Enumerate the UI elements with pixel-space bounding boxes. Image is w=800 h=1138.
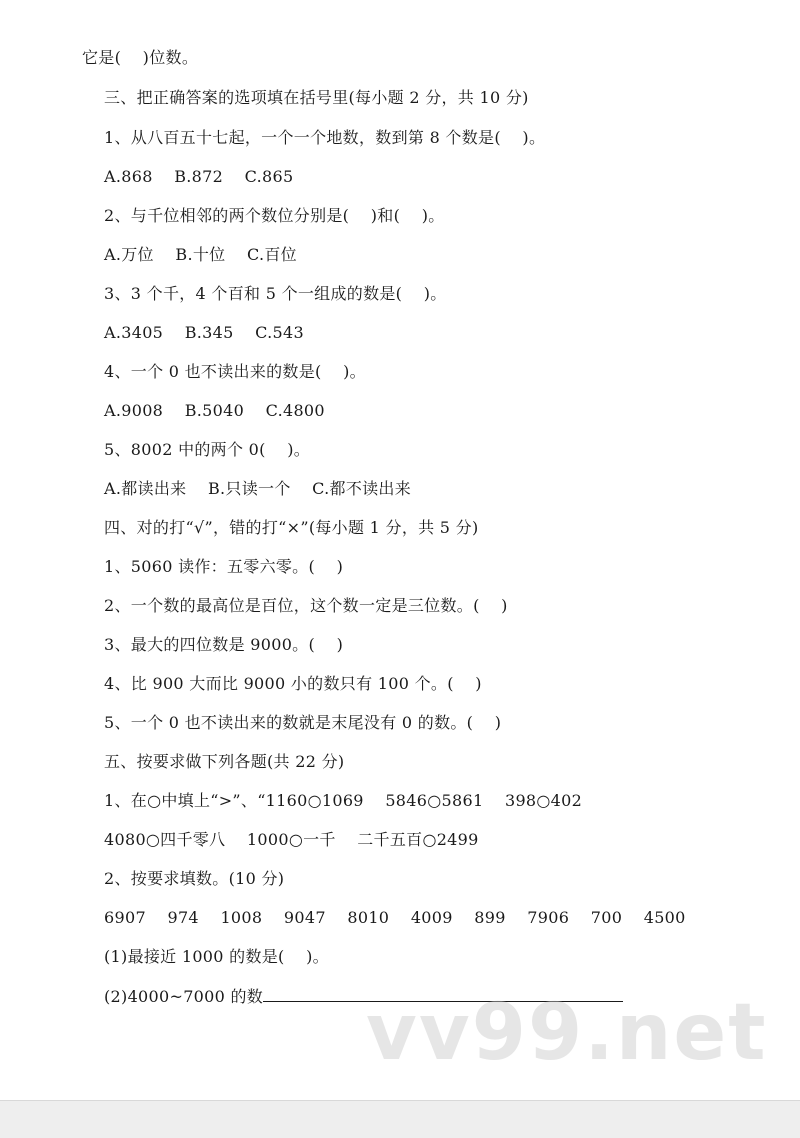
answer-options: A.万位 B.十位 C.百位 — [104, 245, 297, 264]
question-text: 5、一个 0 也不读出来的数就是末尾没有 0 的数。( ) — [104, 713, 502, 732]
question-text: 3、3 个千，4 个百和 5 个一组成的数是( )。 — [104, 284, 447, 303]
question-text: 3、最大的四位数是 9000。( ) — [104, 635, 344, 654]
text-line: 它是( )位数。 — [82, 48, 199, 67]
section-heading: 五、按要求做下列各题(共 22 分) — [104, 752, 345, 771]
watermark-logo: vv99.net — [366, 988, 768, 1078]
question-text: 2、与千位相邻的两个数位分别是( )和( )。 — [104, 206, 445, 225]
question-text: 1、5060 读作：五零六零。( ) — [104, 557, 344, 576]
section-heading: 四、对的打“√”，错的打“×”(每小题 1 分，共 5 分) — [104, 518, 479, 537]
question-text: 2、一个数的最高位是百位，这个数一定是三位数。( ) — [104, 596, 508, 615]
question-text: (1)最接近 1000 的数是( )。 — [104, 947, 329, 966]
question-text: 4080○四千零八 1000○一千 二千五百○2499 — [104, 830, 479, 849]
page-footer-strip — [0, 1100, 800, 1138]
answer-options: A.都读出来 B.只读一个 C.都不读出来 — [104, 479, 412, 498]
question-text: 4、一个 0 也不读出来的数是( )。 — [104, 362, 366, 381]
question-text: 1、在○中填上“>”、“1160○1069 5846○5861 398○402 — [104, 791, 583, 810]
number-list: 6907 974 1008 9047 8010 4009 899 7906 700 4500 — [104, 908, 686, 927]
answer-options: A.3405 B.345 C.543 — [104, 323, 304, 342]
question-text: 2、按要求填数。(10 分) — [104, 869, 285, 888]
answer-options: A.868 B.872 C.865 — [104, 167, 294, 186]
question-text: 5、8002 中的两个 0( )。 — [104, 440, 311, 459]
question-text: 1、从八百五十七起，一个一个地数，数到第 8 个数是( )。 — [104, 128, 546, 147]
answer-options: A.9008 B.5040 C.4800 — [104, 401, 325, 420]
question-label: (2)4000~7000 的数 — [104, 987, 264, 1006]
question-text: 4、比 900 大而比 9000 小的数只有 100 个。( ) — [104, 674, 482, 693]
section-heading: 三、把正确答案的选项填在括号里(每小题 2 分，共 10 分) — [104, 88, 529, 107]
